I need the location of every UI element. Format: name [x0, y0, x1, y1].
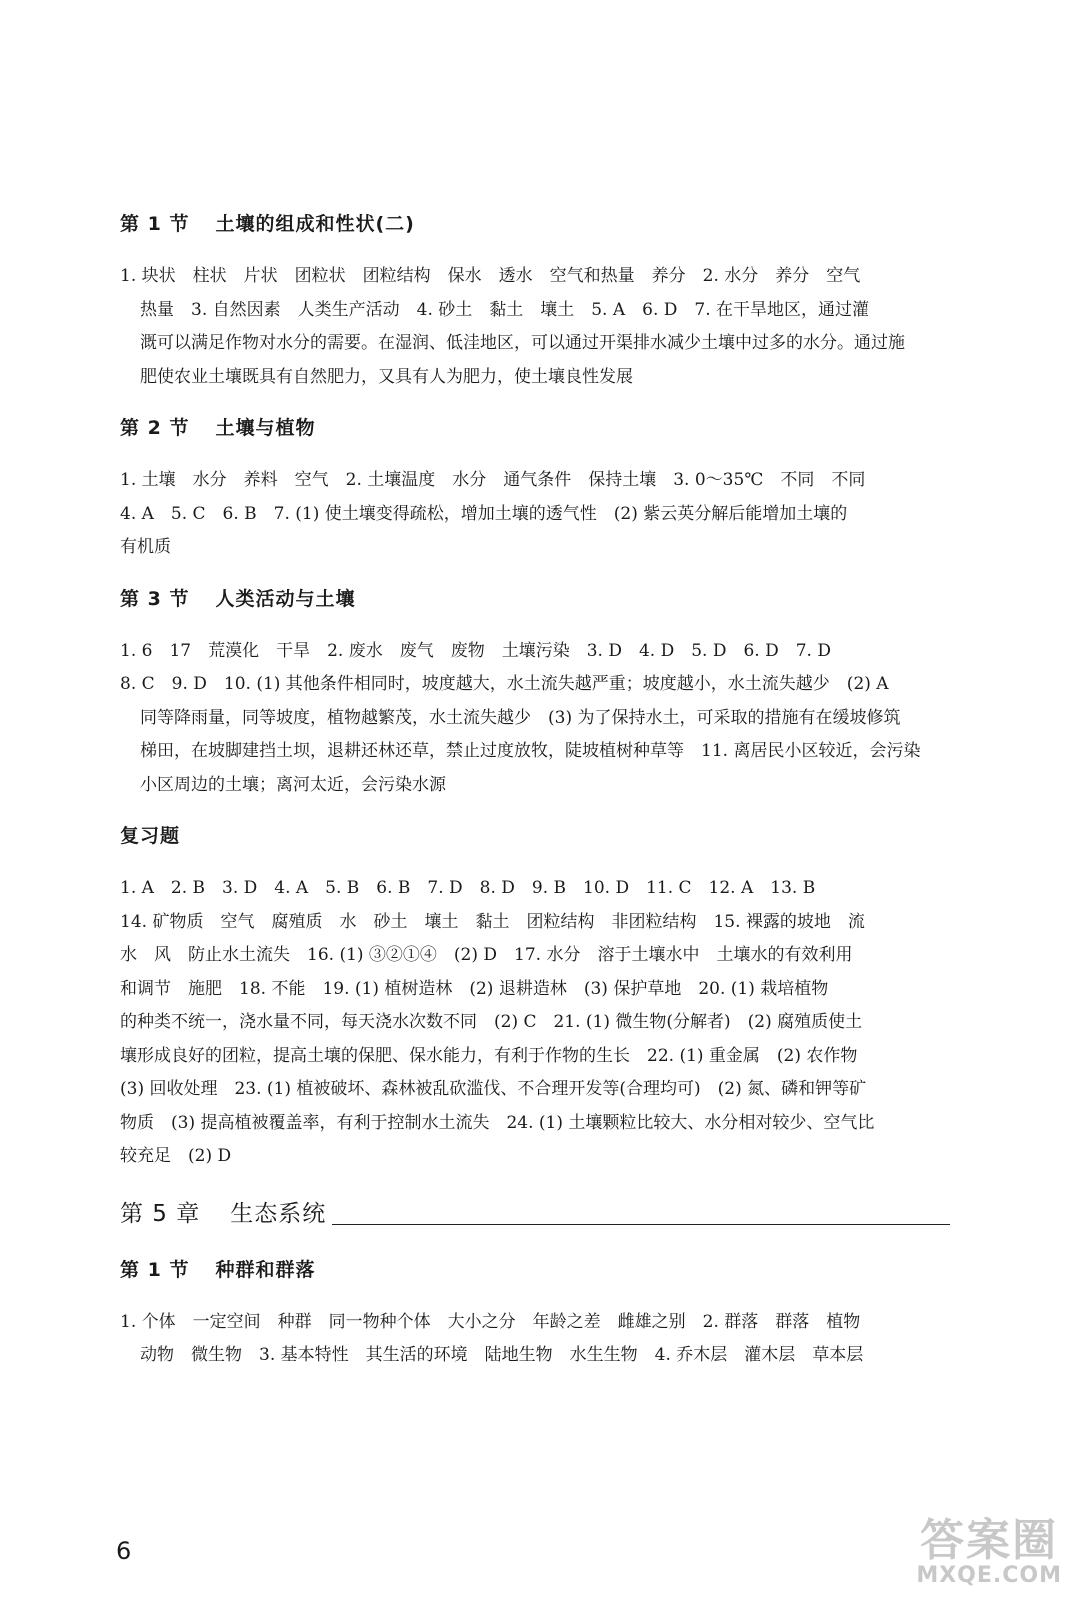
- section-number: 第 1 节: [120, 213, 190, 235]
- section-soil-plants: [120, 414, 950, 565]
- section-heading: 土壤与植物: [215, 417, 316, 439]
- answer-line: 肥使农业土壤既具有自然肥力，又具有人为肥力，使土壤良性发展: [140, 366, 633, 387]
- answer-line: 热量 3. 自然因素 人类生产活动 4. 砂土 黏土 壤土 5. A 6. D 7. 在干旱地区，通过灌: [140, 299, 870, 320]
- answer-block: [120, 872, 950, 1174]
- section-title: [120, 1256, 950, 1284]
- section-title: [120, 585, 950, 613]
- section-review: [120, 822, 950, 1174]
- section-heading: 复习题: [120, 825, 181, 847]
- answer-line: 物质 (3) 提高植被覆盖率，有利于控制水土流失 24. (1) 土壤颗粒比较大、水分相对较少、空气比: [120, 1112, 875, 1133]
- section-heading: 种群和群落: [215, 1258, 316, 1281]
- watermark-logo: [916, 1515, 1062, 1588]
- section-soil-composition: [120, 210, 950, 394]
- answer-line: 动物 微生物 3. 基本特性 其生活的环境 陆地生物 水生生物 4. 乔木层 灌木层 草本层: [140, 1345, 864, 1365]
- answer-line: 8. C 9. D 10. (1) 其他条件相同时，坡度越大，水土流失越严重；坡度越小，水土流失越少 (2) A: [120, 674, 889, 694]
- answer-line: 1. 块状 柱状 片状 团粒状 团粒结构 保水 透水 空气和热量 养分 2. 水分 养分 空气: [120, 266, 861, 286]
- answer-line: 1. 6 17 荒漠化 干旱 2. 废水 废气 废物 土壤污染 3. D 4. D 5. D 6. D 7. D: [120, 640, 831, 661]
- chapter-number: 第 5 章: [120, 1200, 201, 1227]
- section-title: [120, 414, 950, 442]
- watermark-logo-text: 答案圈: [920, 1515, 1059, 1566]
- answer-line: 同等降雨量，同等坡度，植物越繁茂，水土流失越少 (3) 为了保持水土，可采取的措施有在缓坡修筑: [140, 707, 901, 728]
- section-heading: 土壤的组成和性状(二): [215, 213, 415, 235]
- section-title: [120, 822, 950, 850]
- answer-line: 1. A 2. B 3. D 4. A 5. B 6. B 7. D 8. D 9. B 10. D 11. C 12. A 13. B: [120, 878, 816, 898]
- watermark-url: MXQE.COM: [916, 1563, 1062, 1588]
- answer-line: (3) 回收处理 23. (1) 植被破坏、森林被乱砍滥伐、不合理开发等(合理均可) (2) 氮、磷和钾等矿: [120, 1079, 867, 1099]
- chapter-name: 生态系统: [230, 1200, 327, 1227]
- answer-line: 水 风 防止水土流失 16. (1) ③②①④ (2) D 17. 水分 溶于土壤水中 土壤水的有效利用: [120, 945, 853, 965]
- section-number: 第 2 节: [120, 417, 190, 439]
- chapter-heading: [120, 1194, 950, 1228]
- answer-line: 小区周边的土壤；离河太近，会污染水源: [140, 774, 446, 795]
- answer-line: 较充足 (2) D: [120, 1146, 232, 1166]
- answer-line: 梯田，在坡脚建挡土坝，退耕还林还草，禁止过度放牧，陡坡植树种草等 11. 离居民小区较近，会污染: [140, 741, 921, 761]
- section-heading: 人类活动与土壤: [215, 587, 356, 610]
- answer-block: [120, 1306, 950, 1373]
- section-population-community: [120, 1256, 950, 1373]
- answer-block: [120, 464, 950, 565]
- answer-block: [120, 260, 950, 394]
- answer-line: 1. 土壤 水分 养料 空气 2. 土壤温度 水分 通气条件 保持土壤 3. 0～35℃ 不同 不同: [120, 470, 866, 490]
- section-human-activity-soil: [120, 585, 950, 803]
- section-title: [120, 210, 950, 238]
- chapter-title: [120, 1200, 326, 1228]
- answer-line: 有机质: [120, 537, 171, 557]
- answer-line: 壤形成良好的团粒，提高土壤的保肥、保水能力，有利于作物的生长 22. (1) 重金属 (2) 农作物: [120, 1045, 858, 1066]
- page-number: 6: [116, 1537, 132, 1565]
- answer-line: 的种类不统一，浇水量不同，每天浇水次数不同 (2) C 21. (1) 微生物(分解者) (2) 腐殖质使土: [120, 1012, 863, 1032]
- answer-line: 14. 矿物质 空气 腐殖质 水 砂土 壤土 黏土 团粒结构 非团粒结构 15. 裸露的坡地 流: [120, 911, 865, 932]
- answer-line: 和调节 施肥 18. 不能 19. (1) 植树造林 (2) 退耕造林 (3) 保护草地 20. (1) 栽培植物: [120, 978, 829, 999]
- answer-line: 4. A 5. C 6. B 7. (1) 使土壤变得疏松，增加土壤的透气性 (2) 紫云英分解后能增加土壤的: [120, 503, 848, 524]
- section-number: 第 3 节: [120, 587, 190, 610]
- chapter-rule: [332, 1224, 950, 1225]
- answer-line: 1. 个体 一定空间 种群 同一物种个体 大小之分 年龄之差 雌雄之别 2. 群落 群落 植物: [120, 1311, 861, 1332]
- answer-block: [120, 635, 950, 803]
- answer-line: 溉可以满足作物对水分的需要。在湿润、低洼地区，可以通过开渠排水减少土壤中过多的水分。通过施: [140, 333, 905, 353]
- section-number: 第 1 节: [120, 1258, 190, 1281]
- page-content: [120, 210, 950, 1393]
